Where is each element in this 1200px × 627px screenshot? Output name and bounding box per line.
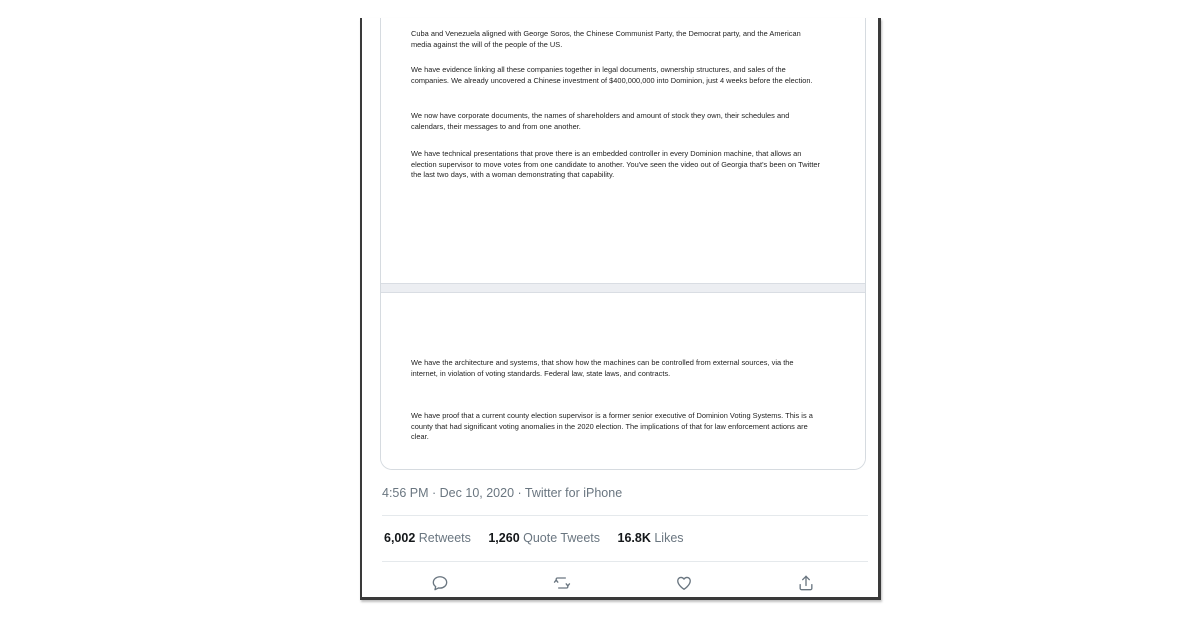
quote-tweets-label: Quote Tweets bbox=[523, 531, 601, 545]
reply-button[interactable] bbox=[430, 573, 450, 593]
document-paragraph: We have proof that a current county election supervisor is a former senior executive of Dominion Voting Systems. This is a county that had significant voting anomalies in the 2020 election. The implications of that for law enforcement actions are clear. bbox=[411, 411, 813, 442]
retweet-arrows-icon bbox=[552, 573, 572, 593]
tweet-stats bbox=[384, 531, 698, 545]
retweet-button[interactable] bbox=[552, 573, 572, 593]
speech-bubble-icon bbox=[430, 573, 450, 593]
likes-stat[interactable] bbox=[618, 531, 684, 545]
document-paragraph: We have evidence linking all these companies together in legal documents, ownership structures, and sales of the companies. We already uncovered a Chinese investment of $400,000,000 into Dominion, just 4 weeks before the election. bbox=[411, 65, 813, 85]
divider bbox=[382, 515, 868, 516]
likes-count: 16.8K bbox=[617, 531, 651, 545]
like-button[interactable] bbox=[674, 573, 694, 593]
quote-tweets-count: 1,260 bbox=[488, 531, 520, 545]
tweet-action-bar bbox=[362, 570, 881, 596]
document-paragraph: Cuba and Venezuela aligned with George Soros, the Chinese Communist Party, the Democrat party, and the American media against the will of the people of the US. bbox=[411, 29, 801, 49]
page-separator bbox=[381, 283, 865, 293]
document-page-2 bbox=[381, 293, 865, 470]
attached-document-image[interactable] bbox=[380, 18, 866, 470]
share-button[interactable] bbox=[796, 573, 816, 593]
retweets-stat[interactable] bbox=[384, 531, 471, 545]
tweet-timestamp[interactable]: 4:56 PM · Dec 10, 2020 · Twitter for iPhone bbox=[382, 486, 623, 500]
divider bbox=[382, 561, 868, 562]
document-paragraph: We have technical presentations that prove there is an embedded controller in every Dominion machine, that allows an election supervisor to move votes from one candidate to another. You've seen the video out of Georgia that's been on Twitter the last two days, with a woman demonstrating that capability. bbox=[411, 149, 821, 180]
tweet-detail-frame bbox=[360, 18, 881, 600]
likes-label: Likes bbox=[654, 531, 684, 545]
share-upload-icon bbox=[796, 573, 816, 593]
retweets-label: Retweets bbox=[418, 531, 471, 545]
heart-icon bbox=[674, 573, 694, 593]
document-page-1 bbox=[381, 18, 865, 283]
retweets-count: 6,002 bbox=[384, 531, 416, 545]
quote-tweets-stat[interactable] bbox=[488, 531, 600, 545]
document-paragraph: We now have corporate documents, the names of shareholders and amount of stock they own, their schedules and calendars, their messages to and from one another. bbox=[411, 111, 790, 131]
document-paragraph: We have the architecture and systems, that show how the machines can be controlled from external sources, via the internet, in violation of voting standards. Federal law, state laws, and contracts. bbox=[411, 358, 794, 378]
